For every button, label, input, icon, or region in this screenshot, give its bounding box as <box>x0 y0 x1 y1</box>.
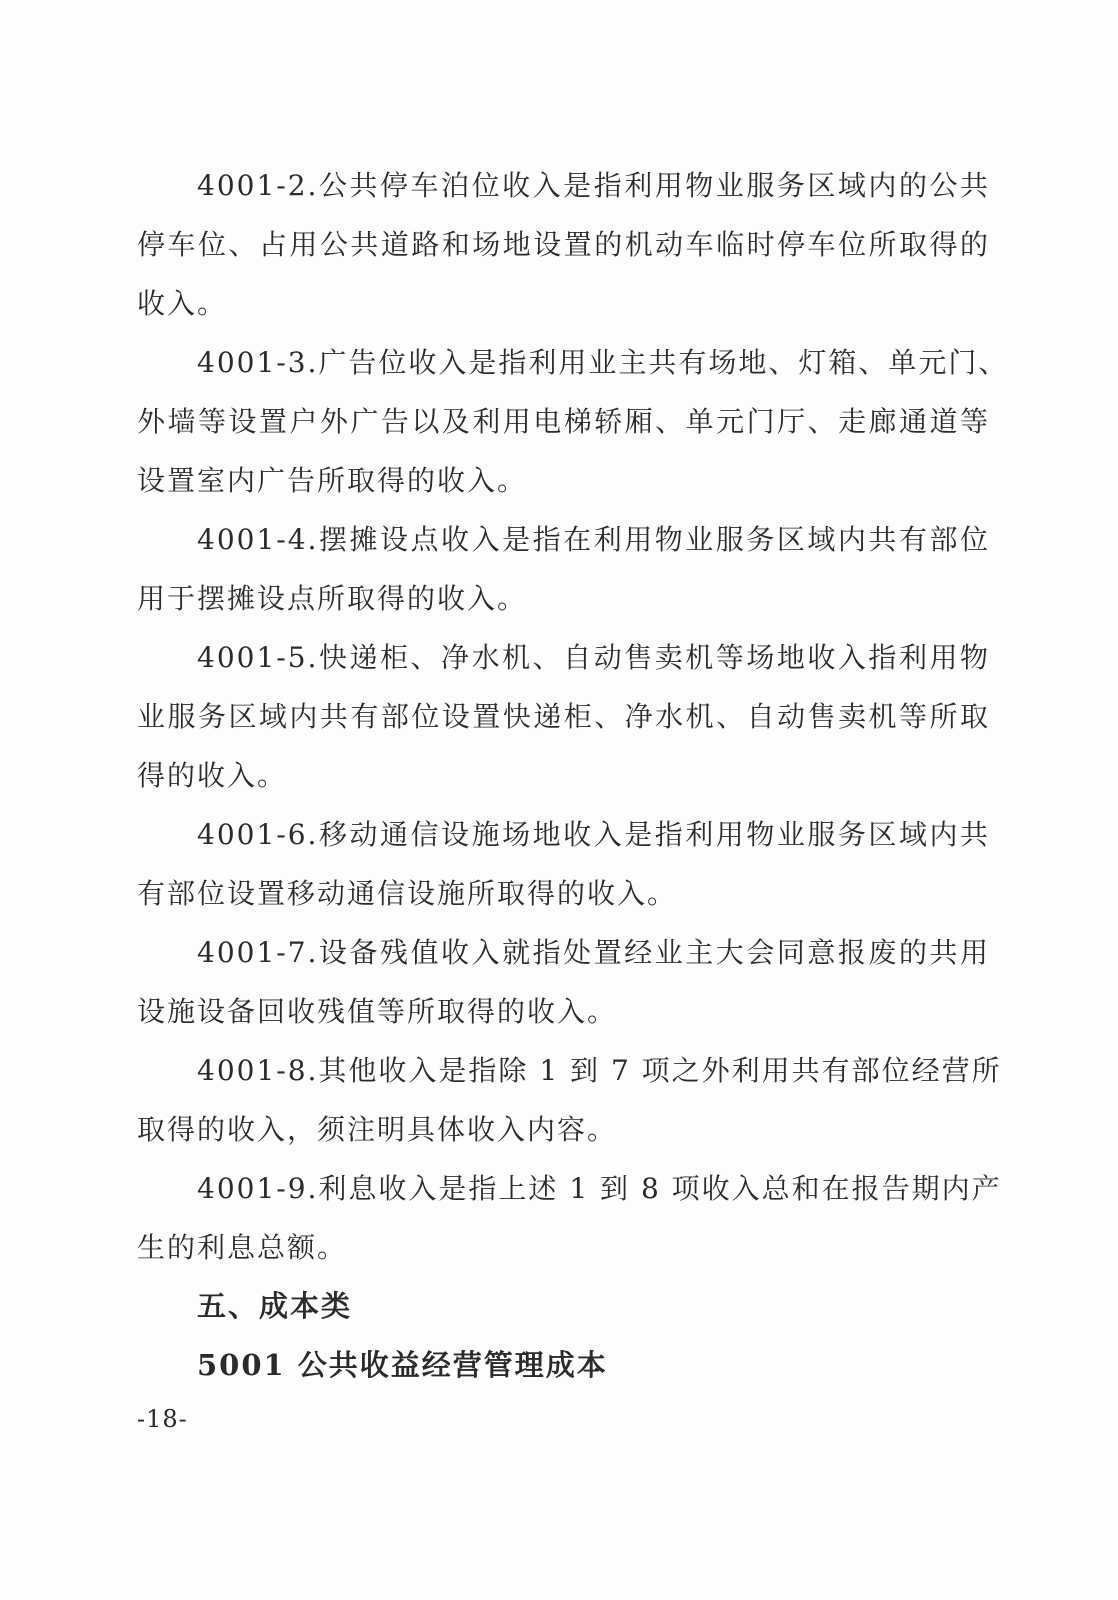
page-number: -18- <box>137 1405 188 1433</box>
paragraph-4001-6 <box>137 805 990 923</box>
section-heading: 五、成本类 <box>197 1289 353 1323</box>
paragraph-4001-7 <box>137 923 990 1041</box>
paragraph-4001-9 <box>137 1159 1002 1277</box>
paragraph-line: 得的收入。 <box>137 759 288 792</box>
paragraph-4001-5 <box>137 628 990 805</box>
paragraph-line: 用于摆摊设点所取得的收入。 <box>137 582 528 615</box>
paragraph-line: 4001-9.利息收入是指上述 1 到 8 项收入总和在报告期内产 <box>197 1172 1002 1205</box>
paragraph-line: 4001-5.快递柜、净水机、自动售卖机等场地收入指利用物 <box>197 641 990 674</box>
paragraph-4001-2 <box>137 156 990 333</box>
paragraph-line: 4001-3.广告位收入是指利用业主共有场地、灯箱、单元门、 <box>197 346 1009 379</box>
paragraph-line: 4001-7.设备残值收入就指处置经业主大会同意报废的共用 <box>197 936 990 969</box>
document-body <box>137 156 1009 1395</box>
paragraph-4001-4 <box>137 510 990 628</box>
paragraph-line: 4001-8.其他收入是指除 1 到 7 项之外利用共有部位经营所 <box>197 1054 1002 1087</box>
paragraph-line: 4001-2.公共停车泊位收入是指利用物业服务区域内的公共 <box>197 169 990 202</box>
subsection-heading: 5001 公共收益经营管理成本 <box>197 1348 608 1382</box>
paragraph-line: 收入。 <box>137 287 228 320</box>
paragraph-line: 设置室内广告所取得的收入。 <box>137 464 528 497</box>
paragraph-line: 取得的收入，须注明具体收入内容。 <box>137 1113 618 1146</box>
paragraph-line: 生的利息总额。 <box>137 1231 348 1264</box>
paragraph-line: 有部位设置移动通信设施所取得的收入。 <box>137 877 678 910</box>
paragraph-4001-3 <box>137 333 1009 510</box>
paragraph-line: 业服务区域内共有部位设置快递柜、净水机、自动售卖机等所取 <box>137 700 990 733</box>
paragraph-line: 4001-6.移动通信设施场地收入是指利用物业服务区域内共 <box>197 818 990 851</box>
paragraph-line: 设施设备回收残值等所取得的收入。 <box>137 995 618 1028</box>
paragraph-line: 停车位、占用公共道路和场地设置的机动车临时停车位所取得的 <box>137 228 990 261</box>
paragraph-4001-8 <box>137 1041 1002 1159</box>
paragraph-line: 4001-4.摆摊设点收入是指在利用物业服务区域内共有部位 <box>197 523 990 556</box>
paragraph-line: 外墙等设置户外广告以及利用电梯轿厢、单元门厅、走廊通道等 <box>137 405 990 438</box>
